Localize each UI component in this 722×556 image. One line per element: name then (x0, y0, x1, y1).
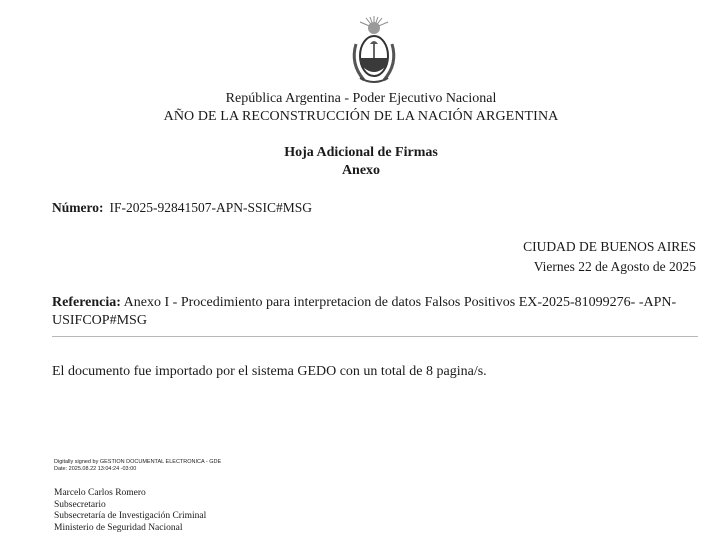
digital-signature-signer: Digitally signed by GESTION DOCUMENTAL ELECTRONICA - GDE (54, 459, 222, 465)
header-government: República Argentina - Poder Ejecutivo Nacional (225, 91, 497, 106)
reference (52, 294, 702, 330)
document-title: Hoja Adicional de Firmas (284, 145, 438, 160)
signer-name: Marcelo Carlos Romero (54, 488, 146, 498)
document-number (52, 200, 312, 216)
divider (52, 336, 698, 337)
document-date: Viernes 22 de Agosto de 2025 (533, 259, 696, 274)
digital-signature-stamp (54, 459, 221, 472)
document-number-value: IF-2025-92841507-APN-SSIC#MSG (109, 200, 313, 215)
place: CIUDAD DE BUENOS AIRES (523, 239, 696, 254)
reference-label: Referencia: (52, 295, 121, 310)
signer-office: Subsecretaría de Investigación Criminal (54, 511, 207, 521)
reference-value: Anexo I - Procedimiento para interpretacion de datos Falsos Positivos EX-2025-81099276- -APN-USIFCOP#MSG (52, 295, 677, 328)
signer-ministry: Ministerio de Seguridad Nacional (54, 522, 183, 533)
signer-block (54, 488, 206, 534)
digital-signature-date: Date: 2025.08.22 13:04:24 -03:00 (54, 465, 137, 472)
signer-title: Subsecretario (54, 499, 106, 510)
argentina-coat-of-arms-icon (346, 14, 402, 88)
document-subtitle: Anexo (341, 163, 381, 178)
body-text: El documento fue importado por el sistema GEDO con un total de 8 pagina/s. (52, 364, 487, 379)
header-year-motto: AÑO DE LA RECONSTRUCCIÓN DE LA NACIÓN ARGENTINA (163, 109, 559, 124)
document-number-label: Número: (52, 200, 104, 215)
